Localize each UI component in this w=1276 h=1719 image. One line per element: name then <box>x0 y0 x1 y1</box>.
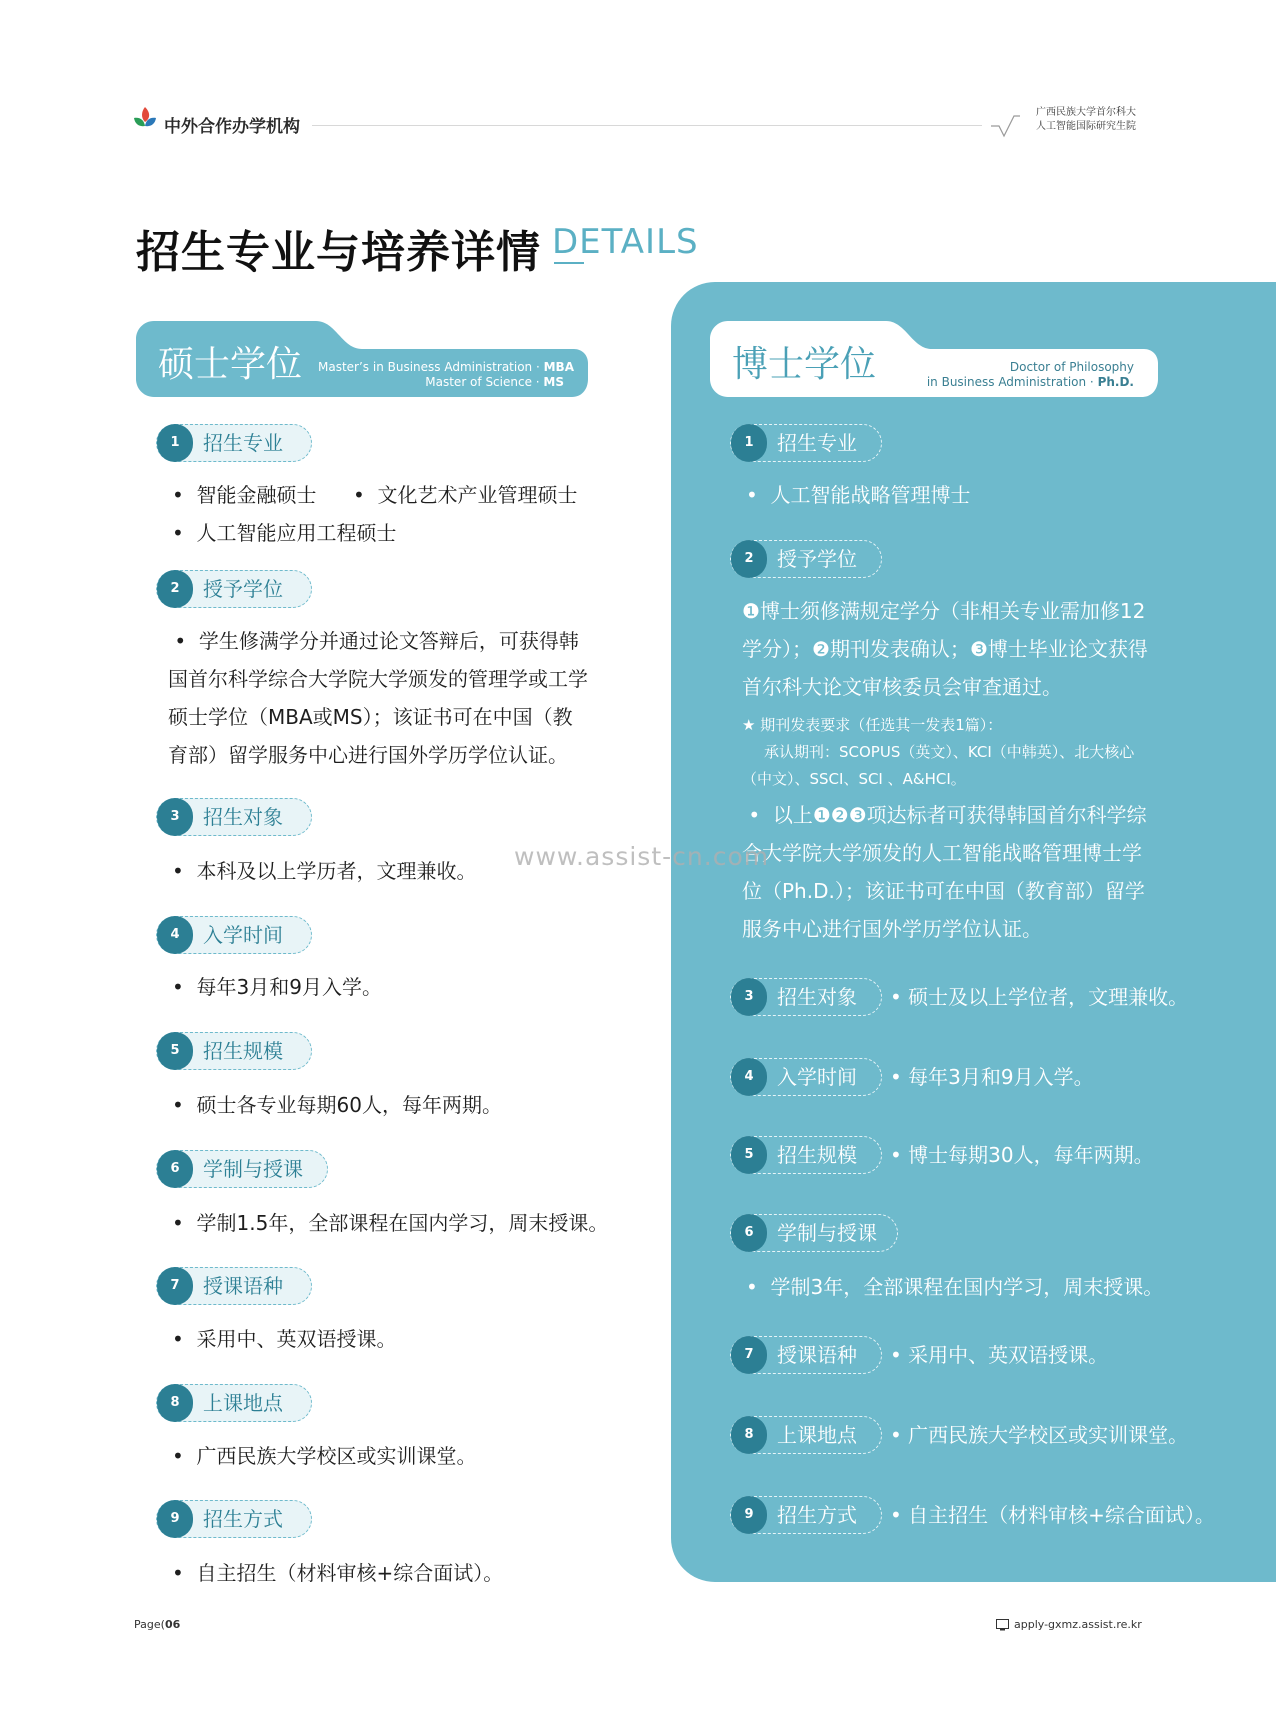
masters-section-pill: 7 授课语种 <box>156 1267 312 1305</box>
masters-section-pill: 3 招生对象 <box>156 798 312 836</box>
masters-section-pill: 6 学制与授课 <box>156 1150 328 1188</box>
page-title-en: DETAILS <box>552 222 699 262</box>
website-link[interactable]: apply-gxmz.assist.re.kr <box>1014 1618 1142 1631</box>
masters-intake-text: • 每年3月和9月入学。 <box>172 975 382 999</box>
circled-two-icon: ❷ <box>812 637 830 661</box>
phd-section-pill: 4 入学时间 <box>730 1058 882 1096</box>
masters-language-text: • 采用中、英双语授课。 <box>172 1327 397 1351</box>
phd-section-pill: 5 招生规模 <box>730 1136 882 1174</box>
circled-three-icon: ❸ <box>969 637 988 661</box>
phd-location-text: • 广西民族大学校区或实训课堂。 <box>890 1423 1189 1447</box>
masters-degree-text: • 学生修满学分并通过论文答辩后，可获得韩国首尔科学综合大学院大学颁发的管理学或工学硕士学位（MBA或MS）；该证书可在中国（教育部）留学服务中心进行国外学历学位认证。 <box>168 629 588 767</box>
phd-major-text: • 人工智能战略管理博士 <box>746 483 971 507</box>
phd-duration-text: • 学制3年，全部课程在国内学习，周末授课。 <box>746 1275 1164 1299</box>
masters-section-pill: 1 招生专业 <box>156 424 312 462</box>
masters-method-text: • 自主招生（材料审核+综合面试）。 <box>172 1561 504 1585</box>
phd-section-pill: 8 上课地点 <box>730 1416 882 1454</box>
masters-title: 硕士学位 <box>158 344 303 385</box>
phd-section-pill: 2 授予学位 <box>730 540 882 578</box>
masters-scale-text: • 硕士各专业每期60人，每年两期。 <box>172 1093 502 1117</box>
watermark: www.assist-cn.com <box>514 842 770 871</box>
page-title: 招生专业与培养详情 <box>136 227 541 278</box>
logo-icon <box>132 106 158 132</box>
phd-section-pill: 9 招生方式 <box>730 1496 882 1534</box>
star-icon: ★ <box>742 716 756 734</box>
phd-section-pill: 6 学制与授课 <box>730 1214 898 1252</box>
phd-section-pill: 7 授课语种 <box>730 1336 882 1374</box>
check-mark-icon <box>990 114 1020 138</box>
phd-scale-text: • 博士每期30人，每年两期。 <box>890 1143 1154 1167</box>
org-label: 中外合作办学机构 <box>164 117 300 137</box>
website-icon <box>996 1619 1009 1631</box>
phd-degree-award-text: • 以上❶❷❸项达标者可获得韩国首尔科学综合大学院大学颁发的人工智能战略管理博士学位（Ph.D.）；该证书可在中国（教育部）留学服务中心进行国外学历学位认证。 <box>742 803 1147 941</box>
phd-language-text: • 采用中、英双语授课。 <box>890 1343 1109 1367</box>
phd-degree-requirements: ❶博士须修满规定学分（非相关专业需加修12学分）；❷期刊发表确认；❸博士毕业论文获得首尔科大论文审核委员会审查通过。 <box>742 599 1148 699</box>
phd-section-pill: 1 招生专业 <box>730 424 882 462</box>
header-divider <box>312 125 982 126</box>
masters-section-pill: 5 招生规模 <box>156 1032 312 1070</box>
circled-numbers-icon: ❶❷❸ <box>812 803 867 827</box>
masters-section-pill: 8 上课地点 <box>156 1384 312 1422</box>
masters-subtitle: Master’s in Business Administration · MBA Master of Science · MS <box>318 360 574 389</box>
phd-method-text: • 自主招生（材料审核+综合面试）。 <box>890 1503 1215 1527</box>
masters-section-pill: 9 招生方式 <box>156 1500 312 1538</box>
phd-title: 博士学位 <box>732 344 877 385</box>
phd-section-pill: 3 招生对象 <box>730 978 882 1016</box>
phd-target-text: • 硕士及以上学位者，文理兼收。 <box>890 985 1189 1009</box>
masters-duration-text: • 学制1.5年，全部课程在国内学习，周末授课。 <box>172 1211 609 1235</box>
masters-major-item: • 人工智能应用工程硕士 <box>172 521 397 545</box>
phd-subtitle: Doctor of Philosophy in Business Administration · Ph.D. <box>926 360 1134 389</box>
masters-major-item: • 智能金融硕士 <box>172 483 317 507</box>
circled-one-icon: ❶ <box>742 599 760 623</box>
phd-intake-text: • 每年3月和9月入学。 <box>890 1065 1094 1089</box>
phd-journal-note: ★ 期刊发表要求（任选其一发表1篇）： 承认期刊：SCOPUS（英文）、KCI（中韩英）、北大核心（中文）、SSCI、SCI 、A&HCI。 <box>742 716 1135 788</box>
institute-name: 广西民族大学首尔科大 人工智能国际研究生院 <box>1036 107 1136 132</box>
title-underline <box>554 262 584 264</box>
masters-target-text: • 本科及以上学历者，文理兼收。 <box>172 859 477 883</box>
masters-section-pill: 2 授予学位 <box>156 570 312 608</box>
masters-location-text: • 广西民族大学校区或实训课堂。 <box>172 1444 477 1468</box>
page-number: Page(06 <box>134 1618 181 1631</box>
masters-section-pill: 4 入学时间 <box>156 916 312 954</box>
masters-major-item: • 文化艺术产业管理硕士 <box>353 483 578 507</box>
